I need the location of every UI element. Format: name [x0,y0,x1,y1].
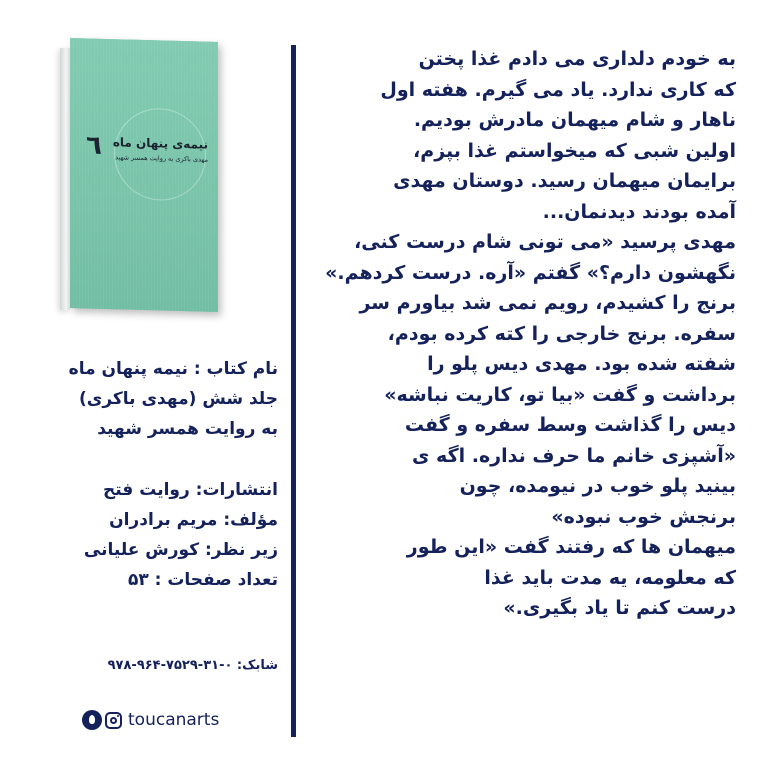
page-count-line: تعداد صفحات : ۵۳ [127,570,278,590]
story-line: اولین شبی که میخواستم غذا بپزم، [413,139,736,162]
telegram-icon[interactable] [82,710,102,730]
isbn-line: شابک: ۰-۳۱-۷۵۲۹-۹۶۴-۹۷۸ [107,658,278,673]
story-line: سفره. برنج خارجی را کته کرده بودم، [387,322,736,345]
story-line: بینید پلو خوب در نیومده، چون [459,475,736,497]
instagram-icon[interactable] [105,712,122,729]
story-line: برنجش خوب نبوده» [551,505,736,528]
cover-title: نیمه‌ی پنهان ماه [112,135,208,152]
book-name-line: نام کتاب : نیمه پنهان ماه [68,359,278,379]
story-line: که معلومه، یه مدت باید غذا [484,566,736,589]
story-line: شفته شده بود. مهدی دیس پلو را [427,353,736,375]
story-line: نگهشون دارم؟» گفتم «آره. درست کردهم.» [325,261,736,284]
story-text [325,44,736,624]
story-line: به خودم دلداری می دادم غذا پختن [418,48,736,70]
story-line: دیس را گذاشت وسط سفره و گفت [404,414,736,436]
book-volume-line: جلد شش (مهدی باکری) [78,389,278,409]
story-line: برداشت و گفت «بیا تو، کاریت نباشه» [384,383,736,406]
vertical-divider [291,45,296,737]
cover-subtitle: مهدی باکری به روایت همسر شهید [115,153,208,164]
cover-volume-number: ٦ [86,130,102,161]
author-line: مؤلف: مریم برادران [109,510,278,530]
story-line: برایمان میهمان رسید. دوستان مهدی [393,170,736,192]
story-line: ناهار و شام میهمان مادرش بودیم. [413,109,736,131]
book-details-block [28,475,278,595]
book-front-cover [70,38,218,312]
story-line: مهدی پرسید «می تونی شام درست کنی، [354,231,736,253]
supervisor-line: زیر نظر: کورش علیانی [83,540,278,560]
social-handle-text[interactable]: toucanarts [128,710,220,730]
book-spine [60,48,70,310]
story-line: میهمان ها که رفتند گفت «این طور [406,536,736,558]
book-title-block [28,354,278,444]
social-handle[interactable] [82,708,219,732]
book-cover-image [60,40,220,312]
story-line: برنج را کشیدم، رویم نمی شد بیاورم سر [359,292,736,314]
story-line: که کاری ندارد. یاد می گیرم. هفته اول [380,78,736,101]
publisher-line: انتشارات: روایت فتح [102,480,278,500]
story-line: «آشپزی خانم ما حرف نداره. اگه ی [412,444,736,467]
story-line: آمده بودند دیدنمان... [542,200,736,223]
story-line: درست کنم تا یاد بگیری.» [503,597,736,619]
book-narration-line: به روایت همسر شهید [97,419,278,439]
